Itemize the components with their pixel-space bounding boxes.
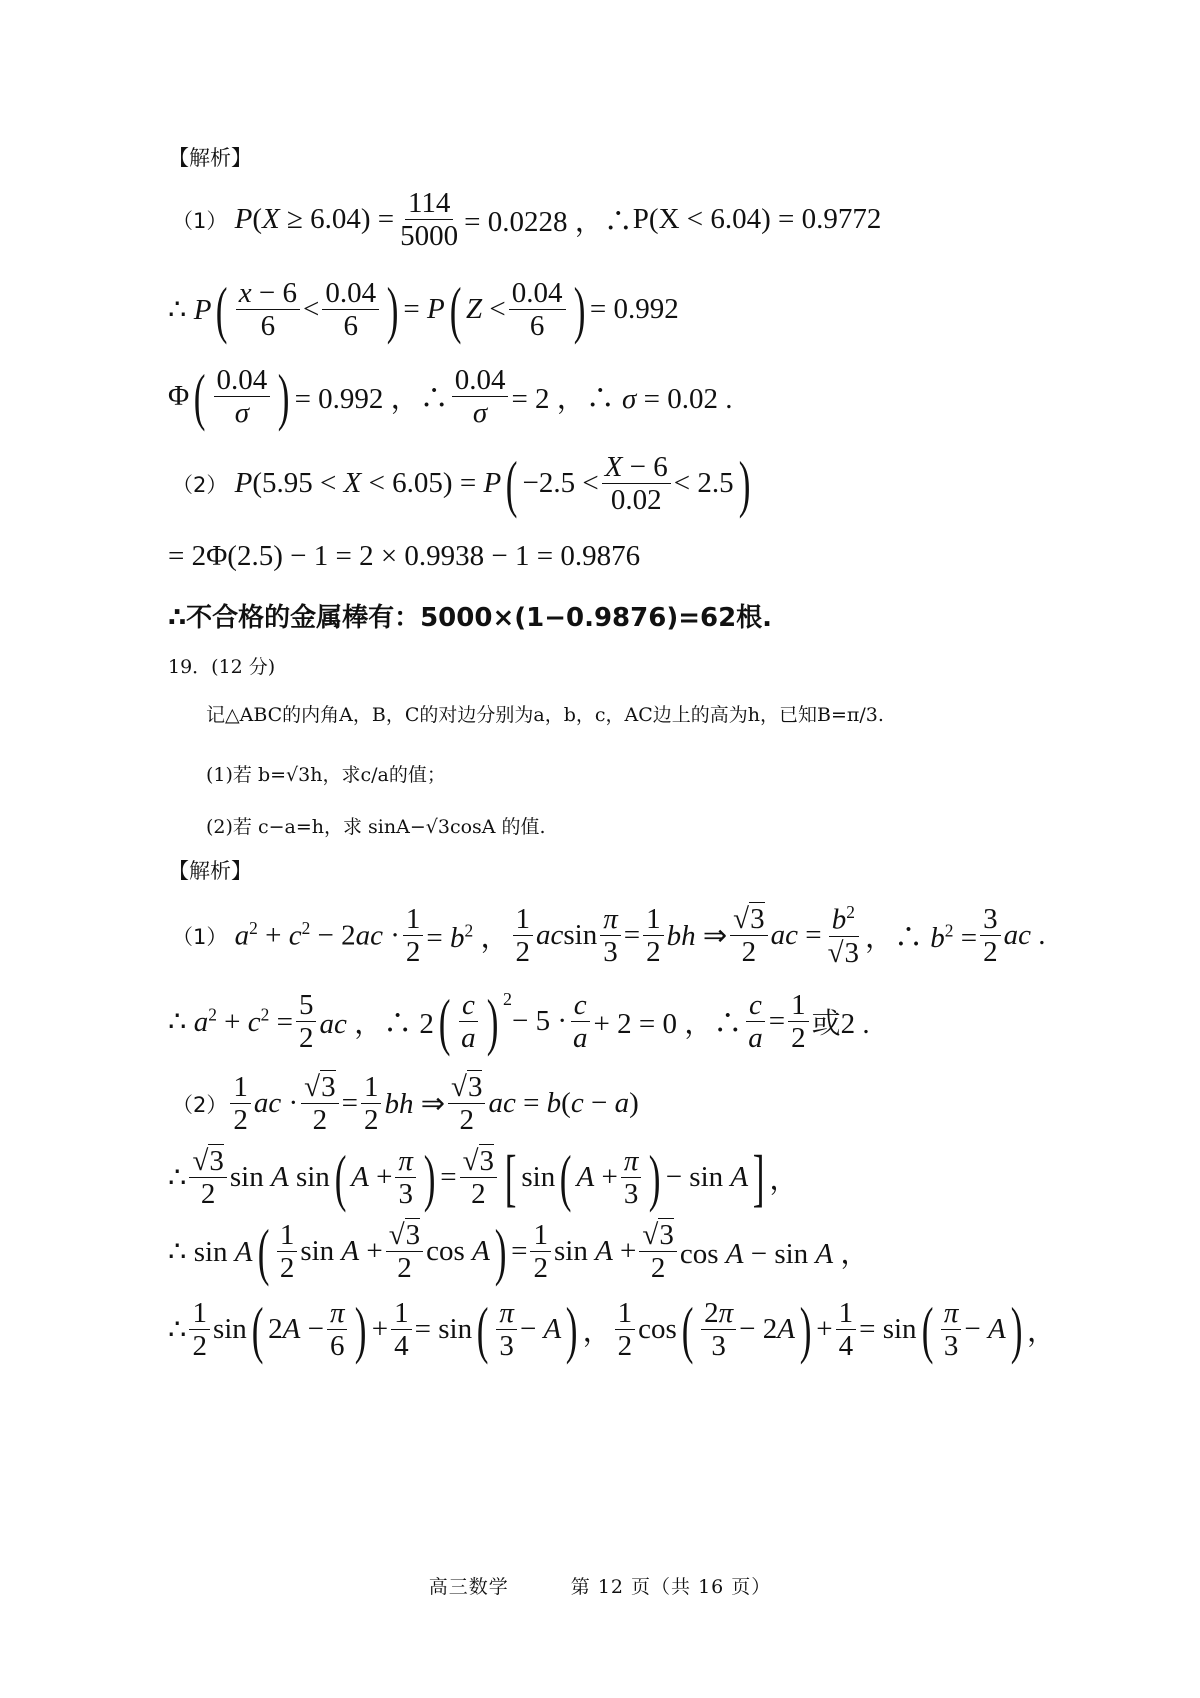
q18-part2-label: （2） (172, 472, 228, 497)
q18-conclusion: ∴不合格的金属棒有：5000×(1−0.9876)=62根. (168, 603, 773, 633)
q19-sub1: (1)若 b=√3h，求c/a的值； (206, 764, 446, 786)
q18-line1-result: P(X < 6.04) = 0.9772 (632, 203, 882, 236)
fraction-114-5000: $\frac{114}{5000}$ (400, 187, 459, 253)
q18-part1-line1: （1） P(X ≥ 6.04) = $\frac{114}{5000}$ = 0.0228 ，∴ P(X < 6.04) = 0.9772 (172, 187, 882, 253)
q19-number: 19．(12 分) (168, 656, 276, 678)
page-footer (0, 1572, 1200, 1599)
q19-stem: 记△ABC的内角A，B，C的对边分别为a，b，c，AC边上的高为h，已知B=π/3. (206, 704, 884, 726)
footer-page-number: 第 12 页（共 16 页） (570, 1576, 772, 1598)
q19-part2-line1: （2） $\frac{1}{2}$ ac · $\frac{√3}{2}$ = $\frac{1}{2}$ bh ⇒ $\frac{√3}{2}$ ac = b(c − a) (172, 1071, 639, 1137)
q19-part1-line1: （1） $a^2 + c^2 - 2ac$ · $\frac{1}{2}$ = $b^2$ ， $\frac{1}{2}$ acsin $\frac{\pi}{3}$ = $\frac{1}{2}$ bh ⇒ $\frac{√3}{2}$ ac = $\frac{b^2}{√3}$ ，∴ $b^2$ = $\frac{3}{2}$ ac . (172, 902, 1046, 970)
q18-part2-line2: = 2Φ(2.5) − 1 = 2 × 0.9938 − 1 = 0.9876 (168, 540, 641, 572)
q19-part2-line3: ∴ sin A ( $\frac{1}{2}$ sin A + $\frac{√3}{2}$ cos A ) = $\frac{1}{2}$ sin A + $\frac{√3}{2}$ cos A − sin A ， (168, 1216, 870, 1288)
q18-part2-line1: （2） P(5.95 < X < 6.05) = P ( −2.5 < $\frac{X - 6}{0.02}$ < 2.5 ) (172, 448, 751, 520)
q19-sub2: (2)若 c−a=h，求 sinA−√3cosA 的值. (206, 816, 546, 838)
analysis-header-2: 【解析】 (168, 859, 252, 883)
q18-part1-label: （1） (172, 208, 228, 233)
q18-line3: Φ ( $\frac{0.04}{\sigma}$ ) = 0.992 ，∴ $\frac{0.04}{\sigma}$ = 2 ，∴ σ = 0.02 . (168, 361, 733, 433)
q19-part1-line2: ∴ $a^2 + c^2$ = $\frac{5}{2}$ ac ，∴ 2 ( $\frac{c}{a}$ ) $^2$ − 5 · $\frac{c}{a}$ + 2 = 0 ，∴ $\frac{c}{a}$ = $\frac{1}{2}$ 或2 . (168, 986, 870, 1058)
q19-part2-line4: ∴ $\frac{1}{2}$ sin ( 2A − $\frac{\pi}{6}$ ) + $\frac{1}{4}$ = sin ( $\frac{\pi}{3}$ − A ) ， $\frac{1}{2}$ cos ( $\frac{2\pi}{3}$ − 2A ) + $\frac{1}{4}$ = sin ( $\frac{\pi}{3}$ − A ) ， (168, 1294, 1057, 1366)
footer-subject: 高三数学 (428, 1576, 509, 1598)
analysis-header-1: 【解析】 (168, 146, 252, 170)
q18-line2: ∴ P ( $\frac{x - 6}{6}$ < $\frac{0.04}{6}$ ) = P ( Z < $\frac{0.04}{6}$ ) = 0.992 (168, 274, 679, 346)
q19-part2-line2: ∴ $\frac{√3}{2}$ sin A sin ( A + $\frac{\pi}{3}$ ) = $\frac{√3}{2}$ [ sin ( A + $\frac{\pi}{3}$ ) − sin A ] ， (168, 1142, 799, 1214)
